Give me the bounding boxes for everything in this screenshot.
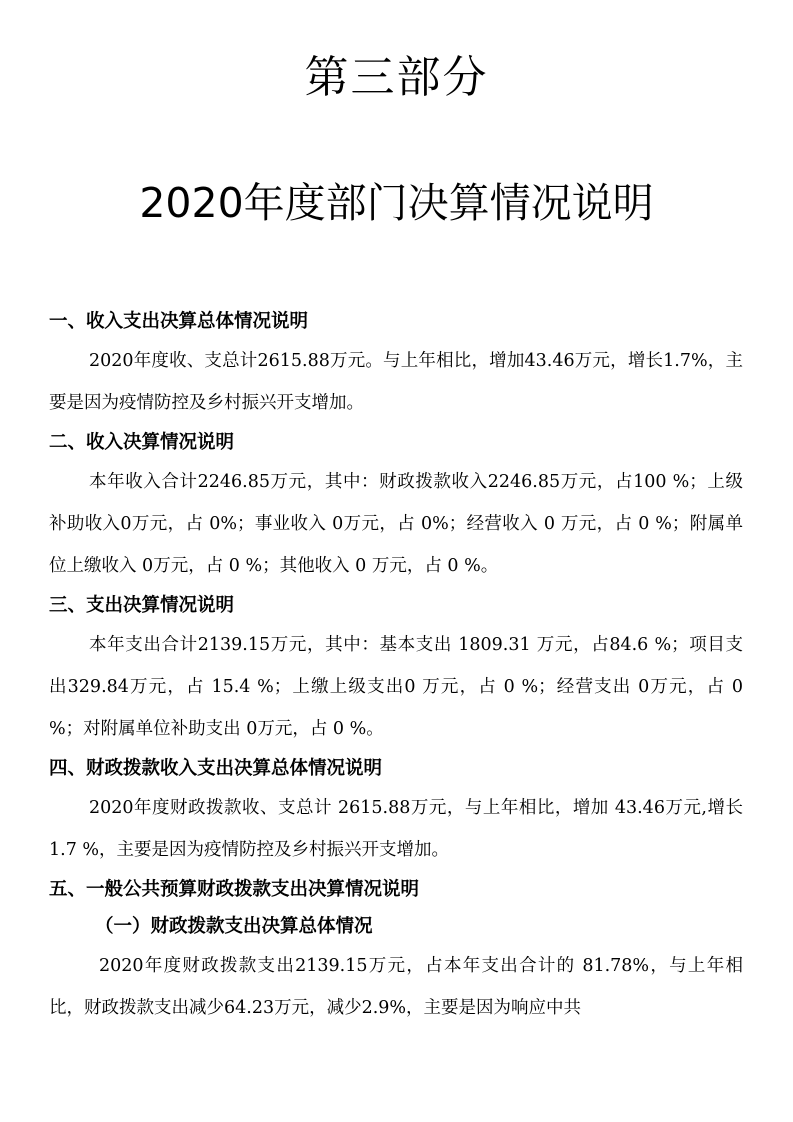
section-heading-1: 一、收入支出决算总体情况说明 bbox=[49, 311, 309, 332]
section-text-2: 本年收入合计2246.85万元，其中：财政拨款收入2246.85万元，占100 %；上级补助收入0万元，占 0%；事业收入 0万元，占 0%；经营收入 0 万元，占 0 %；附属单位上缴收入 0万元，占 0 %；其他收入 0 万元，占 0 %。 bbox=[49, 472, 743, 576]
document-title: 2020年度部门决算情况说明 bbox=[139, 179, 654, 227]
section-text-4: 2020年度财政拨款收、支总计 2615.88万元，与上年相比，增加 43.46万元,增长 1.7 %，主要是因为疫情防控及乡村振兴开支增加。 bbox=[49, 798, 743, 860]
subsection-heading: （一）财政拨款支出决算总体情况 bbox=[95, 916, 373, 937]
document-body bbox=[49, 303, 743, 1029]
section-heading-5: 五、一般公共预算财政拨款支出决算情况说明 bbox=[49, 879, 420, 900]
section-heading-2: 二、收入决算情况说明 bbox=[49, 432, 235, 453]
section-heading-4: 四、财政拨款收入支出决算总体情况说明 bbox=[49, 758, 383, 779]
subsection-text: 2020年度财政拨款支出2139.15万元，占本年支出合计的 81.78%，与上年相比，财政拨款支出减少64.23万元，减少2.9%，主要是因为响应中共 bbox=[49, 956, 743, 1018]
section-text-3: 本年支出合计2139.15万元，其中：基本支出 1809.31 万元，占84.6 %；项目支出329.84万元，占 15.4 %；上缴上级支出0 万元，占 0 %；经营支出 0万元，占 0 %；对附属单位补助支出 0万元，占 0 %。 bbox=[49, 635, 743, 739]
part-title: 第三部分 bbox=[304, 52, 489, 103]
section-text-1: 2020年度收、支总计2615.88万元。与上年相比，增加43.46万元，增长1.7%，主要是因为疫情防控及乡村振兴开支增加。 bbox=[49, 351, 743, 413]
section-heading-3: 三、支出决算情况说明 bbox=[49, 595, 235, 616]
